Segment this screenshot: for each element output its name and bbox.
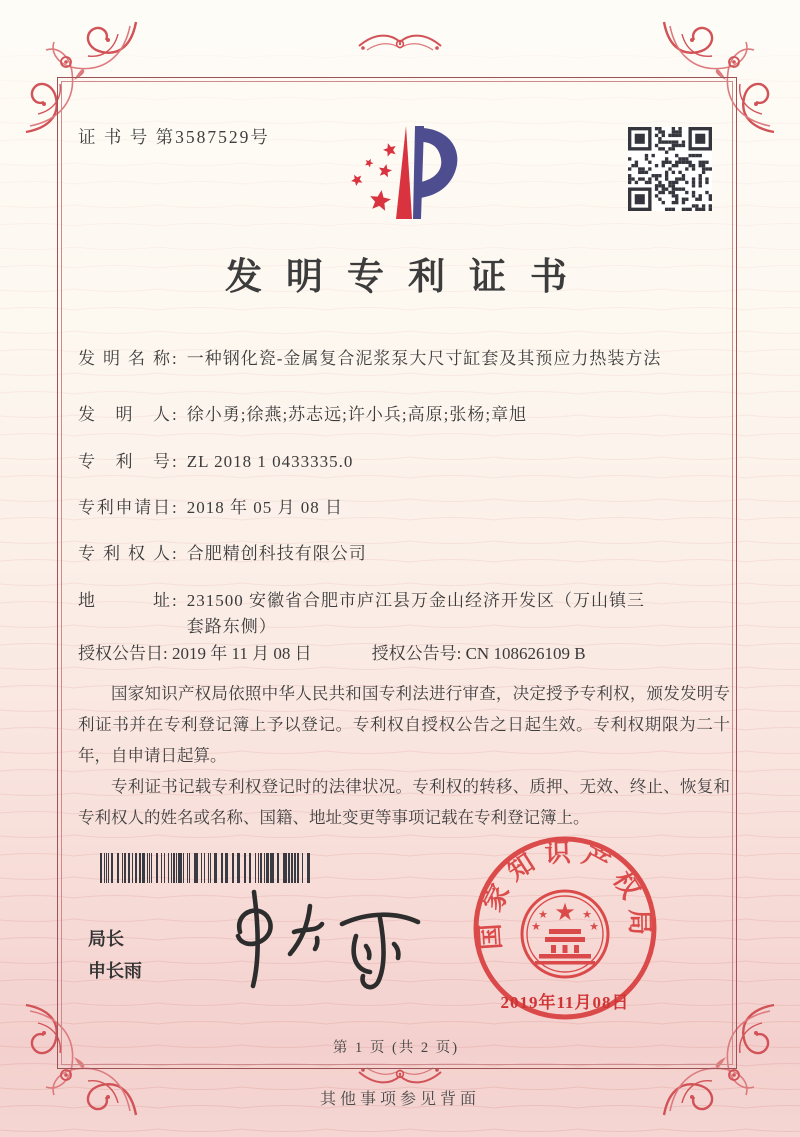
grant-number-group xyxy=(372,641,586,667)
field-row-patentee xyxy=(78,541,728,567)
seal-date: 2019年11月08日 xyxy=(500,993,630,1012)
emblem-big-star: ★ xyxy=(554,900,576,926)
field-value: 徐小勇;徐燕;苏志远;许小兵;高原;张杨;章旭 xyxy=(186,405,528,424)
logo-stars xyxy=(333,116,483,238)
legal-paragraph-1: 国家知识产权局依照中华人民共和国专利法进行审查，决定授予专利权，颁发发明专利证书并在专利登记簿上予以登记。专利权自授权公告之日起生效。专利权期限为二十年，自申请日起算。 xyxy=(78,684,730,765)
emblem-star: ★ xyxy=(538,909,548,921)
field-value: 2018 年 05 月 08 日 xyxy=(186,498,343,517)
colon: : xyxy=(172,349,177,368)
director-signature xyxy=(218,880,428,995)
field-row-filing-date xyxy=(78,495,728,521)
barcode xyxy=(100,853,310,883)
colon: : xyxy=(456,644,462,663)
field-label: 专利号 xyxy=(78,452,170,471)
national-emblem xyxy=(522,891,608,977)
colon: : xyxy=(172,452,177,471)
field-label: 发明人 xyxy=(78,405,170,424)
field-label: 地址 xyxy=(78,591,170,610)
field-row-invention-title xyxy=(78,346,728,372)
grant-date-label: 授权公告日 xyxy=(78,644,163,663)
legal-text-block xyxy=(78,678,730,833)
grant-date-value: 2019 年 11 月 08 日 xyxy=(171,644,312,663)
field-label: 发明名称 xyxy=(78,349,170,368)
grant-number-value: CN 108626109 B xyxy=(465,644,586,663)
field-value: 231500 安徽省合肥市庐江县万金山经济开发区（万山镇三套路东侧） xyxy=(186,591,645,636)
field-label: 专利权人 xyxy=(78,544,170,563)
emblem-star: ★ xyxy=(589,921,599,933)
field-value: ZL 2018 1 0433335.0 xyxy=(186,452,354,471)
field-row-inventors xyxy=(78,402,728,428)
grant-number-label: 授权公告号 xyxy=(371,644,457,663)
colon: : xyxy=(163,644,168,663)
seal-ring-text: 国家知识产权局 xyxy=(475,837,655,951)
field-label: 专利申请日 xyxy=(78,498,170,517)
grant-info-row xyxy=(78,641,728,667)
field-value: 合肥精创科技有限公司 xyxy=(186,544,367,563)
emblem-star: ★ xyxy=(582,909,592,921)
certificate-title: 发明专利证书 xyxy=(225,257,591,298)
field-row-patent-number xyxy=(78,449,728,475)
certificate-number: 证 书 号 第3587529号 xyxy=(78,127,270,147)
field-value: 一种钢化瓷-金属复合泥浆泵大尺寸缸套及其预应力热装方法 xyxy=(186,349,662,368)
field-row-address xyxy=(78,588,728,640)
edge-ornament-top-center xyxy=(355,26,445,60)
director-name: 申长雨 xyxy=(88,961,142,981)
legal-paragraph-2: 专利证书记载专利权登记时的法律状况。专利权的转移、质押、无效、终止、恢复和专利权人的姓名或名称、国籍、地址变更等事项记载在专利登记簿上。 xyxy=(78,777,730,827)
colon: : xyxy=(172,591,177,610)
director-title: 局长 xyxy=(88,929,124,949)
colon: : xyxy=(172,544,177,563)
qr-code xyxy=(628,127,712,211)
emblem-star: ★ xyxy=(531,921,541,933)
colon: : xyxy=(172,498,177,517)
colon: : xyxy=(172,405,177,424)
grant-date-group xyxy=(78,641,312,667)
back-side-note: 其他事项参见背面 xyxy=(319,1091,480,1108)
page-number: 第 1 页 (共 2 页) xyxy=(332,1040,460,1056)
